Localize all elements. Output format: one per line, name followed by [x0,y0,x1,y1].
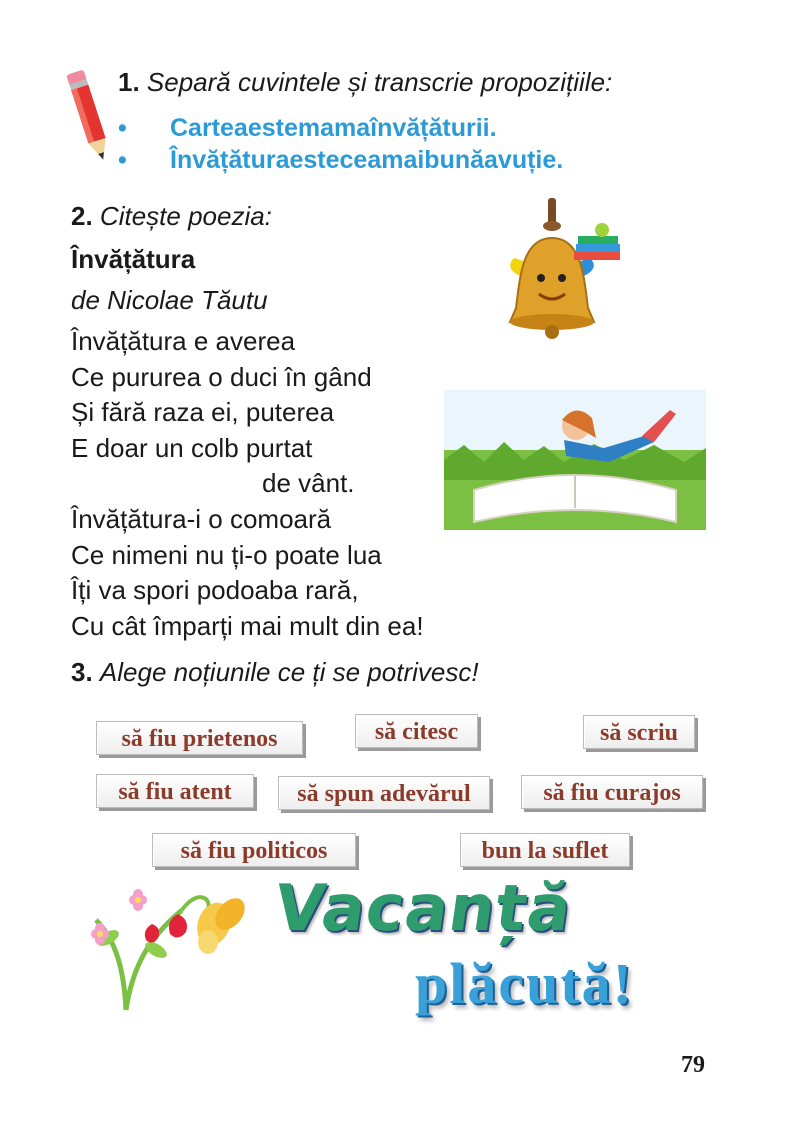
option-sa-fiu-atent[interactable]: să fiu atent [96,774,254,808]
option-sa-fiu-curajos[interactable]: să fiu curajos [521,775,703,809]
option-buttons [86,705,706,880]
poem-line: Ce pururea o duci în gând [71,361,372,392]
girl-reading-book-illustration [444,390,706,530]
option-sa-spun-adevarul[interactable]: să spun adevărul [278,776,490,810]
bullet: • [118,114,127,142]
bell-with-books-illustration [444,198,706,348]
placuta-word: plăcută! [415,951,634,1016]
exercise-number: 1. [118,67,140,97]
option-sa-fiu-politicos[interactable]: să fiu politicos [152,833,356,867]
exercise-2-heading [71,200,272,232]
exercise-3-heading [71,656,479,688]
option-bun-la-suflet[interactable]: bun la suflet [460,833,630,867]
poem-title: Învățătura [71,244,196,274]
list-item [118,112,563,144]
poem-line: Învățătura-i o comoară [71,503,332,534]
exercise-instruction: Alege noțiunile ce ți se potrivesc! [99,657,479,687]
exercise-1-heading [118,66,612,98]
poem-line: de vânt. [262,468,355,499]
option-sa-fiu-prietenos[interactable]: să fiu prietenos [96,721,303,755]
sentence-text: Carteaestemamaînvățăturii. [170,114,497,142]
poem-line: E doar un colb purtat [71,432,313,463]
poem-author: de Nicolae Tăutu [71,285,268,315]
option-sa-scriu[interactable]: să scriu [583,715,695,749]
poem-body [71,324,424,644]
poem-line: Învățătura e averea [71,326,296,356]
list-item [118,144,563,176]
poem-line: Îți va spori podoaba rară, [71,575,359,606]
vacanta-word: Vacanță [269,872,577,946]
exercise-instruction: Citește poezia: [99,201,272,231]
exercise-1-sentences [118,112,563,176]
exercise-number: 2. [71,201,93,231]
poem-line: Și fără raza ei, puterea [71,397,335,428]
exercise-instruction: Separă cuvintele și transcrie propozițiile: [146,67,613,97]
option-sa-citesc[interactable]: să citesc [355,714,478,748]
bullet: • [118,146,127,174]
poem-line: Ce nimeni nu ți-o poate lua [71,539,382,570]
page-number: 79 [681,1052,705,1078]
sentence-text: Învățăturaesteceamaibunăavuție. [170,146,564,174]
pencil-icon [66,66,112,166]
exercise-number: 3. [71,657,93,687]
poem-line: Cu cât împarți mai mult din ea! [71,610,424,641]
